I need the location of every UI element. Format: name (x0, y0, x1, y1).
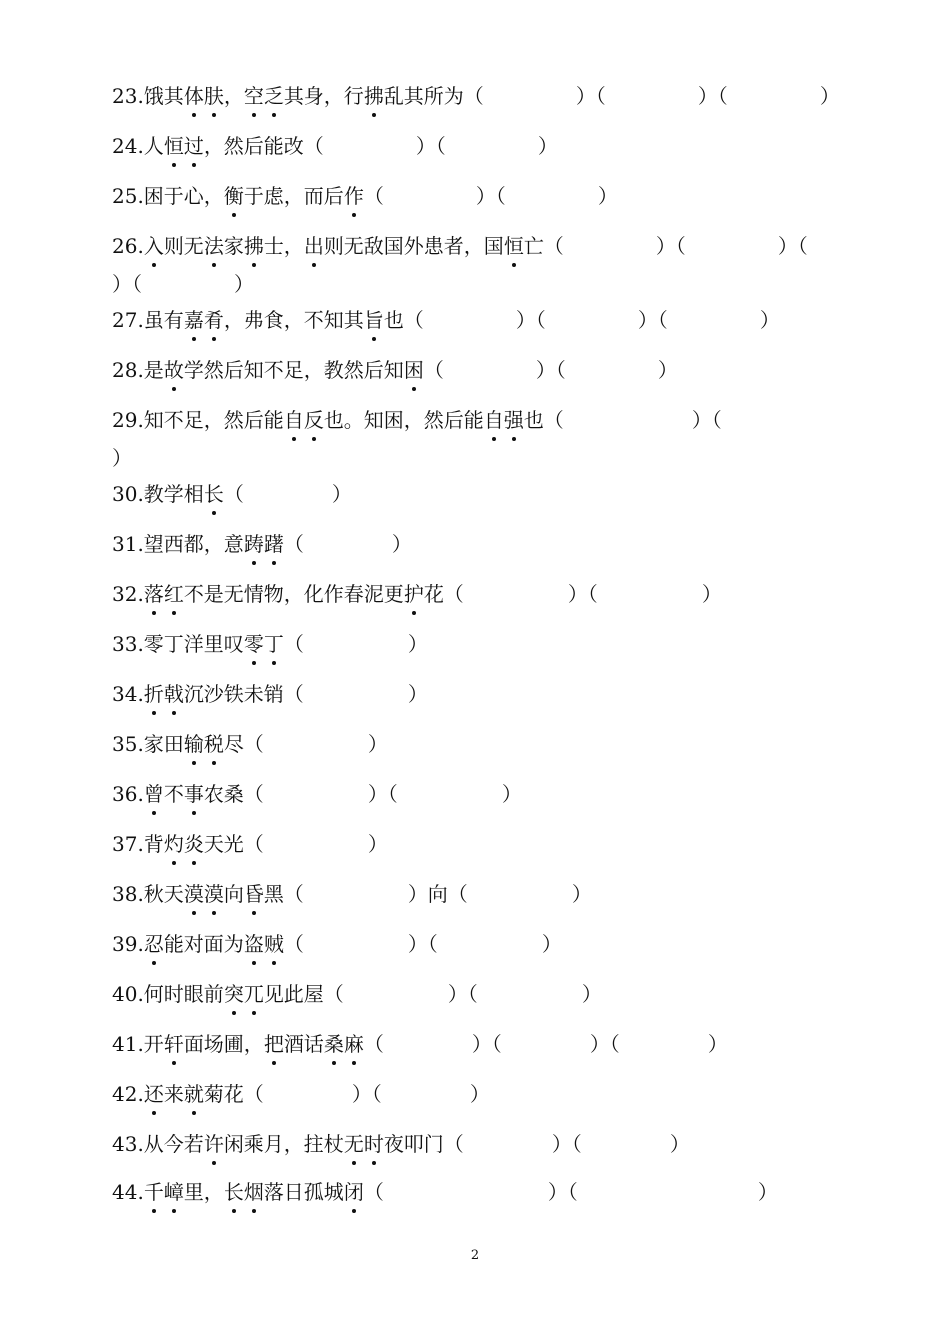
question-text: 33.零丁洋里叹 (112, 632, 244, 656)
emphasized-character: 自 (483, 408, 504, 432)
emphasized-character: 曾 (143, 782, 164, 806)
question-text: 38.秋天 (112, 882, 184, 906)
question-text: 则无敌国外患者，国 (323, 234, 504, 258)
question-text: 44. (112, 1180, 144, 1204)
question-text: 31.望西都，意 (112, 532, 244, 556)
emphasized-character: 许 (203, 1132, 224, 1156)
question-text: （ (283, 532, 304, 556)
question-text: ） (407, 632, 428, 656)
question-text: （ (283, 632, 304, 656)
emphasized-character: 肴 (203, 308, 224, 332)
question-text: ）（ (112, 272, 142, 296)
question-text: ）（ (515, 308, 546, 332)
emphasized-character: 作 (343, 184, 364, 208)
emphasized-character: 衡 (223, 184, 244, 208)
question-text: ）（ (777, 234, 808, 258)
emphasized-character: 强 (503, 408, 524, 432)
emphasized-character: 出 (303, 234, 324, 258)
question-line (112, 234, 838, 258)
question-line (112, 1082, 838, 1106)
question-text: ） (759, 308, 780, 332)
emphasized-character: 体 (183, 84, 204, 108)
question-line (112, 882, 838, 906)
question-text: ） (367, 832, 388, 856)
question-text: 落日孤城 (263, 1180, 344, 1204)
page-number: 2 (470, 1248, 480, 1263)
question-text: ） (541, 932, 562, 956)
question-text: 23.饿其 (112, 84, 184, 108)
emphasized-character: 长 (223, 1180, 244, 1204)
question-text: ， (223, 84, 244, 108)
question-text: 42. (112, 1082, 144, 1106)
question-text: ） (367, 732, 388, 756)
question-line (112, 482, 838, 506)
emphasized-character: 零 (243, 632, 264, 656)
emphasized-character: 丁 (263, 632, 284, 656)
question-text: 士， (263, 234, 304, 258)
emphasized-character: 就 (183, 1082, 204, 1106)
question-text: （ (363, 1180, 384, 1204)
question-line (112, 1132, 838, 1156)
emphasized-character: 自 (283, 408, 304, 432)
question-text: ） (669, 1132, 690, 1156)
question-text: 天光（ (203, 832, 264, 856)
question-text: 不 (163, 782, 184, 806)
question-text: 24.人 (112, 134, 164, 158)
question-text: 黑（ (263, 882, 304, 906)
question-text: （ (223, 482, 244, 506)
emphasized-character: 戟 (163, 682, 184, 706)
emphasized-character: 千 (143, 1180, 164, 1204)
question-text: ）（ (589, 1032, 620, 1056)
emphasized-character: 灼 (163, 832, 184, 856)
question-text: 37.背 (112, 832, 164, 856)
question-text: 酒话 (283, 1032, 324, 1056)
question-line (112, 84, 838, 108)
question-text: ） (819, 84, 840, 108)
question-text: ）（ (567, 582, 598, 606)
emphasized-character: 护 (403, 582, 424, 606)
emphasized-character: 麻 (343, 1032, 364, 1056)
question-text: ） (469, 1082, 490, 1106)
question-text: 面场圃， (183, 1032, 264, 1056)
question-text: ）（ (637, 308, 668, 332)
question-text: 亡（ (523, 234, 564, 258)
emphasized-character: 烟 (243, 1180, 264, 1204)
emphasized-character: 事 (183, 782, 204, 806)
question-text: 26. (112, 234, 144, 258)
question-line (112, 1180, 838, 1204)
question-line (112, 782, 838, 806)
emphasized-character: 嶂 (163, 1180, 184, 1204)
question-line (112, 932, 838, 956)
emphasized-character: 折 (143, 682, 164, 706)
emphasized-character: 踌 (243, 532, 264, 556)
emphasized-character: 落 (143, 582, 164, 606)
emphasized-character: 红 (163, 582, 184, 606)
question-text: 其身，行 (283, 84, 364, 108)
question-text: 也。知困，然后能 (323, 408, 484, 432)
question-text: 来 (163, 1082, 184, 1106)
emphasized-character: 恒 (503, 234, 524, 258)
emphasized-character: 轩 (163, 1032, 184, 1056)
emphasized-character: 故 (163, 358, 184, 382)
emphasized-character: 肤 (203, 84, 224, 108)
question-text: ）（ (407, 932, 438, 956)
question-text: ） (581, 982, 602, 1006)
question-text: 39. (112, 932, 144, 956)
question-text: 不是无情物，化作春泥更 (183, 582, 404, 606)
emphasized-character: 贼 (263, 932, 284, 956)
question-text: ） (234, 272, 254, 296)
question-line (112, 272, 838, 296)
emphasized-character: 躇 (263, 532, 284, 556)
question-text: ） (407, 682, 428, 706)
question-text: ）向（ (407, 882, 468, 906)
question-text: 学然后知不足，教然后知 (183, 358, 404, 382)
question-text: ） (571, 882, 592, 906)
emphasized-character: 恒 (163, 134, 184, 158)
question-text: ） (597, 184, 618, 208)
question-text: 闲乘月，拄杖 (223, 1132, 344, 1156)
question-text: ，弗食，不知其 (223, 308, 364, 332)
emphasized-character: 过 (183, 134, 204, 158)
question-text: 29.知不足，然后能 (112, 408, 284, 432)
question-text: ） (331, 482, 352, 506)
question-text: 35.家田 (112, 732, 184, 756)
question-text: ） (391, 532, 412, 556)
emphasized-character: 忍 (143, 932, 164, 956)
question-line (112, 358, 838, 382)
question-text: ）（ (547, 1180, 578, 1204)
question-text: ） (657, 358, 678, 382)
emphasized-character: 旨 (363, 308, 384, 332)
question-text: ） (501, 782, 522, 806)
question-text: 则无 (163, 234, 204, 258)
emphasized-character: 入 (143, 234, 164, 258)
emphasized-character: 困 (403, 358, 424, 382)
emphasized-character: 突 (223, 982, 244, 1006)
question-text: 27.虽有 (112, 308, 184, 332)
question-text: ）（ (415, 134, 446, 158)
question-text: ） (707, 1032, 728, 1056)
question-text: 36. (112, 782, 144, 806)
question-text: 25.困于心， (112, 184, 224, 208)
emphasized-character: 漠 (203, 882, 224, 906)
question-text: ）（ (535, 358, 566, 382)
question-text: （ (363, 184, 384, 208)
question-text: 41.开 (112, 1032, 164, 1056)
question-text: ，然后能改（ (203, 134, 324, 158)
question-text: ）（ (691, 408, 722, 432)
question-text: ） (537, 134, 558, 158)
emphasized-character: 税 (203, 732, 224, 756)
emphasized-character: 时 (363, 1132, 384, 1156)
emphasized-character: 乏 (263, 84, 284, 108)
question-text: 32. (112, 582, 144, 606)
question-text: ） (757, 1180, 778, 1204)
emphasized-character: 法 (203, 234, 224, 258)
emphasized-character: 闭 (343, 1180, 364, 1204)
question-line (112, 308, 838, 332)
question-line (112, 832, 838, 856)
question-text: ）（ (367, 782, 398, 806)
question-text: ） (701, 582, 722, 606)
question-text: 尽（ (223, 732, 264, 756)
question-text: ）（ (655, 234, 686, 258)
question-line (112, 446, 838, 470)
question-line (112, 532, 838, 556)
question-text: 沉沙铁未销（ (183, 682, 304, 706)
question-line (112, 184, 838, 208)
question-text: 向 (223, 882, 244, 906)
question-text: 43.从今若 (112, 1132, 204, 1156)
emphasized-character: 反 (303, 408, 324, 432)
emphasized-character: 嘉 (183, 308, 204, 332)
question-text: 于虑，而后 (243, 184, 344, 208)
question-text: 也（ (383, 308, 424, 332)
question-text: ）（ (351, 1082, 382, 1106)
question-text: 家 (223, 234, 244, 258)
question-text: 40.何时眼前 (112, 982, 224, 1006)
emphasized-character: 盗 (243, 932, 264, 956)
question-text: 28.是 (112, 358, 164, 382)
question-text: 菊花（ (203, 1082, 264, 1106)
question-text: ）（ (471, 1032, 502, 1056)
question-line (112, 1032, 838, 1056)
question-text: ）（ (697, 84, 728, 108)
question-text: 能对面为 (163, 932, 244, 956)
question-text: （ (283, 932, 304, 956)
question-line (112, 134, 838, 158)
emphasized-character: 兀 (243, 982, 264, 1006)
emphasized-character: 长 (203, 482, 224, 506)
question-text: 里， (183, 1180, 224, 1204)
question-text: （ (423, 358, 444, 382)
emphasized-character: 输 (183, 732, 204, 756)
question-text: ）（ (447, 982, 478, 1006)
question-text: 34. (112, 682, 144, 706)
question-line (112, 982, 838, 1006)
question-text: 夜叩门（ (383, 1132, 464, 1156)
question-text: 乱其所为（ (383, 84, 484, 108)
question-text: 见此屋（ (263, 982, 344, 1006)
question-text: 花（ (423, 582, 464, 606)
question-line (112, 582, 838, 606)
question-text: （ (363, 1032, 384, 1056)
emphasized-character: 空 (243, 84, 264, 108)
emphasized-character: 无 (343, 1132, 364, 1156)
emphasized-character: 拂 (363, 84, 384, 108)
emphasized-character: 把 (263, 1032, 284, 1056)
question-text: ）（ (475, 184, 506, 208)
question-text: 30.教学相 (112, 482, 204, 506)
emphasized-character: 漠 (183, 882, 204, 906)
question-line (112, 632, 838, 656)
emphasized-character: 桑 (323, 1032, 344, 1056)
emphasized-character: 昏 (243, 882, 264, 906)
question-text: ）（ (551, 1132, 582, 1156)
question-text: 也（ (523, 408, 564, 432)
emphasized-character: 炎 (183, 832, 204, 856)
question-line (112, 732, 838, 756)
question-line (112, 682, 838, 706)
emphasized-character: 拂 (243, 234, 264, 258)
question-text: ） (112, 446, 132, 470)
question-text: 农桑（ (203, 782, 264, 806)
question-line (112, 408, 838, 432)
question-text: ）（ (575, 84, 606, 108)
emphasized-character: 还 (143, 1082, 164, 1106)
